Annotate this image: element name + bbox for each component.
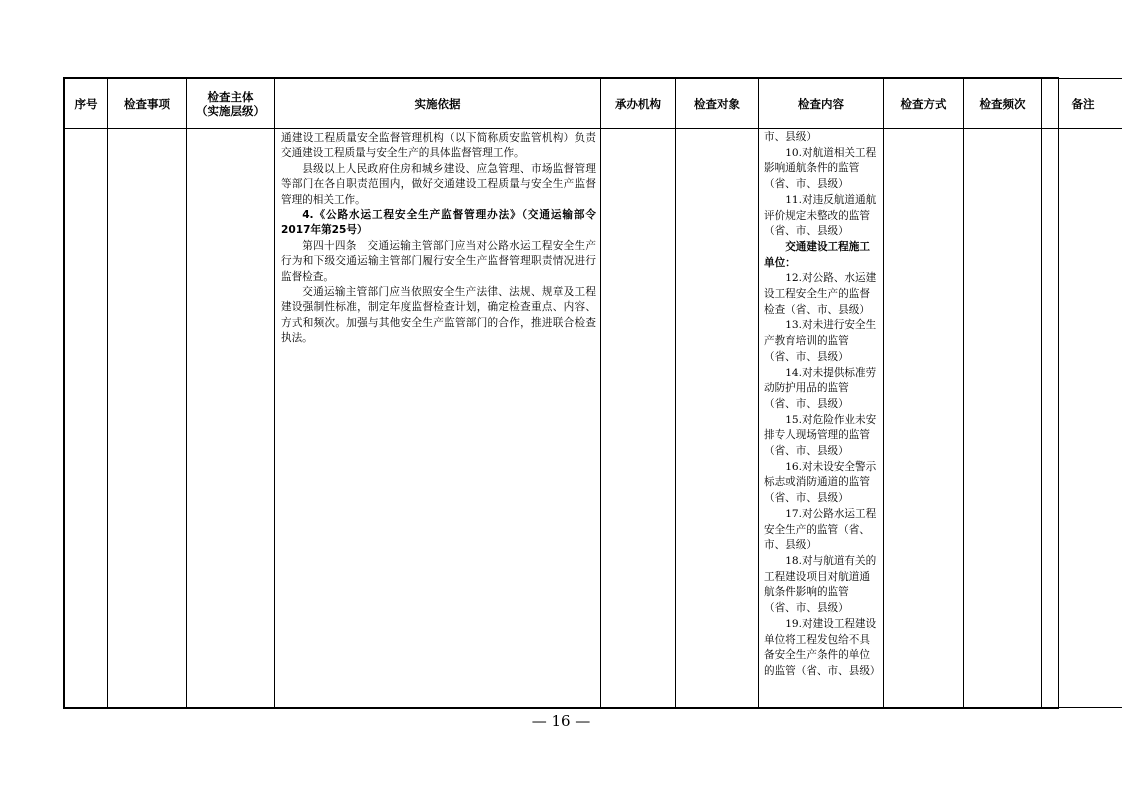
header-subject-line2: （实施层级） xyxy=(196,103,265,118)
cell-content xyxy=(759,129,884,708)
header-frequency: 检查频次 xyxy=(964,79,1042,129)
content-item: 15.对危险作业未安排专人现场管理的监管（省、市、县级） xyxy=(764,413,877,458)
header-target: 检查对象 xyxy=(676,79,759,129)
header-agency: 承办机构 xyxy=(601,79,676,129)
cell-agency xyxy=(601,129,676,708)
content-item: 14.对未提供标准劳动防护用品的监管（省、市、县级） xyxy=(764,366,877,410)
table-row xyxy=(65,129,1122,708)
cell-frequency xyxy=(964,129,1042,708)
content-item: 18.对与航道有关的工程建设项目对航道通航条件影响的监管（省、市、县级） xyxy=(764,554,877,615)
content-item: 10.对航道相关工程影响通航条件的监管（省、市、县级） xyxy=(764,146,877,191)
basis-paragraph: 交通运输主管部门应当依照安全生产法律、法规、规章及工程建设强制性标准，制定年度监督检查计划，确定检查重点、内容、方式和频次。加强与其他安全生产监管部门的合作，推进联合检查执法。 xyxy=(281,286,596,345)
header-subject-line1: 检查主体 xyxy=(207,89,254,104)
cell-target xyxy=(676,129,759,708)
content-item: 17.对公路水运工程安全生产的监管（省、市、县级） xyxy=(764,507,877,552)
header-basis: 实施依据 xyxy=(275,79,601,129)
header-remarks: 备注 xyxy=(1042,79,1122,129)
content-item: 16.对未设安全警示标志或消防通道的监管（省、市、县级） xyxy=(764,460,877,505)
header-content: 检查内容 xyxy=(759,79,884,129)
cell-method xyxy=(884,129,964,708)
table-header-row xyxy=(65,79,1122,129)
content-item: 12.对公路、水运建设工程安全生产的监督检查（省、市、县级） xyxy=(764,272,877,316)
basis-paragraph: 第四十四条 交通运输主管部门应当对公路水运工程安全生产行为和下级交通运输主管部门履行安全生产监督管理职责情况进行监督检查。 xyxy=(281,239,596,283)
header-seq: 序号 xyxy=(65,79,108,129)
basis-paragraph: 县级以上人民政府住房和城乡建设、应急管理、市场监督管理等部门在各自职责范围内，做好交通建设工程质量与安全生产监督管理的相关工作。 xyxy=(281,162,596,206)
header-subject xyxy=(187,79,275,129)
content-section-heading: 交通建设工程施工单位： xyxy=(764,240,870,269)
basis-paragraph: 通建设工程质量安全监督管理机构（以下简称质安监管机构）负责交通建设工程质量与安全生产的具体监督管理工作。 xyxy=(281,132,596,160)
page-number: — 16 — xyxy=(531,712,591,730)
cell-item xyxy=(108,129,187,708)
cell-seq xyxy=(65,129,108,708)
cell-basis xyxy=(275,129,601,708)
cell-remarks xyxy=(1042,129,1122,708)
header-method: 检查方式 xyxy=(884,79,964,129)
cell-subject xyxy=(187,129,275,708)
inspection-table xyxy=(64,78,1122,708)
content-item: 11.对违反航道通航评价规定未整改的监管（省、市、县级） xyxy=(764,193,877,238)
header-item: 检查事项 xyxy=(108,79,187,129)
basis-law-title: 4.《公路水运工程安全生产监督管理办法》（交通运输部令2017年第25号） xyxy=(281,209,596,237)
inspection-table-frame xyxy=(63,77,1095,709)
content-item: 13.对未进行安全生产教育培训的监管（省、市、县级） xyxy=(764,319,877,363)
content-item: 市、县级） xyxy=(764,131,817,143)
content-item: 19.对建设工程建设单位将工程发包给不具备安全生产条件的单位的监管（省、市、县级） xyxy=(764,617,881,677)
